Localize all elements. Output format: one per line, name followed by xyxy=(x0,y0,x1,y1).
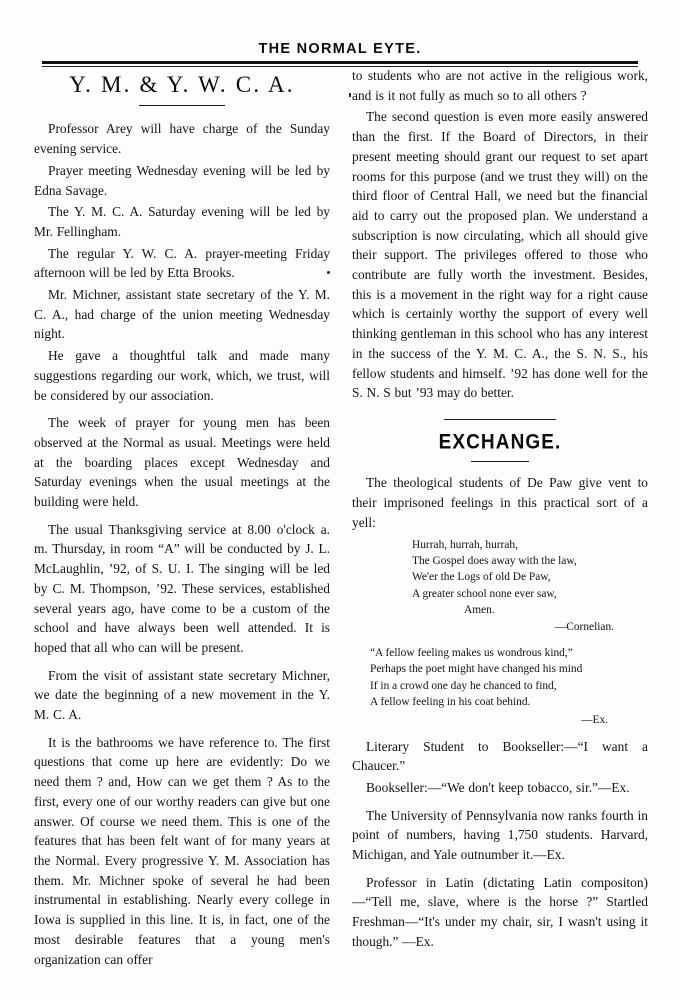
paragraph: From the visit of assistant state secretary Michner, we date the beginning of a new movement in the Y. M. C. A. xyxy=(34,667,330,723)
verse-line: A greater school none ever saw, xyxy=(412,587,557,600)
verse-line: The Gospel does away with the law, xyxy=(412,554,577,567)
exchange-rule-below xyxy=(471,461,529,462)
column-right xyxy=(352,66,648,954)
paragraph: Professor in Latin (dictating Latin compositon)—“Tell me, slave, where is the horse ?” Startled Freshman—“It's under my chair, sir, I wasn't using it though.” —Ex. xyxy=(352,874,648,949)
verse-closing: Amen. xyxy=(464,604,495,617)
section-heading-ymca xyxy=(34,72,330,98)
ink-speck xyxy=(327,271,330,274)
paragraph: The usual Thanksgiving service at 8.00 o'clock a. m. Thursday, in room “A” will be conducted by J. L. McLaughlin, ’92, of S. U. I. The singing will be led by C. M. Thompson, ’92. These services, established several years ago, have come to be a custom of the school and have always been well attended. It is hoped that all who can will be present. xyxy=(34,521,330,655)
verse-line: If in a crowd one day he chanced to find, xyxy=(370,679,557,692)
section-heading-exchange xyxy=(352,431,648,456)
paragraph: Prayer meeting Wednesday evening will be led by Edna Savage. xyxy=(34,162,330,198)
verse-line: A fellow feeling in his coat behind. xyxy=(370,696,531,709)
verse-line: Perhaps the poet might have changed his mind xyxy=(370,663,583,676)
publication-title: THE NORMAL EYTE. xyxy=(258,41,422,57)
paragraph: The second question is even more easily answered than the first. If the Board of Directors, in their present meeting should grant our request to set apart rooms for this purpose (and we trust they will) on the third floor of Central Hall, we need but the financial aid to carry out the proposed plan. We understand a subscription is now circulating, which all should give their support. The privileges offered to those who contribute are fully worth the investment. Besides, this is a movement in the right way for a right cause which is certainly worthy the support of every well thinking gentleman in this school who has any interest in the success of the Y. M. C. A., the S. N. S., his fellow students and himself. ’92 has done well for the S. N. S but ’93 may do better. xyxy=(352,109,648,401)
section-heading-ymca-text: Y. M. & Y. W. C. A. xyxy=(69,72,295,97)
section-heading-exchange-text: EXCHANGE. xyxy=(438,430,562,455)
verse-credit: —Cornelian. xyxy=(554,620,614,633)
column-left xyxy=(34,66,330,971)
paragraph: Mr. Michner, assistant state secretary of the Y. M. C. A., had charge of the union meeting Wednesday night. xyxy=(34,287,330,342)
paragraph: The University of Pennsylvania now ranks fourth in point of numbers, having 1,750 students. Harvard, Michigan, and Yale outnumber it.—Ex. xyxy=(352,807,648,863)
paragraph: The Y. M. C. A. Saturday evening will be led by Mr. Fellingham. xyxy=(34,204,330,239)
verse-line: “A fellow feeling makes us wondrous kind,” xyxy=(370,646,573,659)
paragraph: Bookseller:—“We don't keep tobacco, sir.”—Ex. xyxy=(366,779,630,795)
verse-line: We'er the Logs of old De Paw, xyxy=(412,571,551,584)
verse-block-ex xyxy=(352,645,648,729)
ink-speck xyxy=(349,93,351,97)
verse-block-cornelian xyxy=(352,537,648,636)
running-head xyxy=(42,40,638,58)
paragraph: The week of prayer for young men has been observed at the Normal as usual. Meetings were held at the boarding places except Wednesday and Saturday evenings when the usual meetings at the building were held. xyxy=(34,415,330,510)
paragraph: The theological students of De Paw give vent to their imprisoned feelings in this practical sort of a yell: xyxy=(352,475,648,530)
verse-credit: —Ex. xyxy=(581,713,608,726)
paragraph: The regular Y. W. C. A. prayer-meeting Friday afternoon will be led by Etta Brooks. xyxy=(34,245,330,281)
paragraph: It is the bathrooms we have reference to. The first questions that come up here are evidently: Do we need them ? and, How can we get them ? As to the first, every one of our worthy readers can give but one answer. Of course we need them. This is one of the features that has been felt want of for many years at the Normal. Every progressive Y. M. Association has them. Mr. Michner spoke of several he had been instrumental in establishing. Nearly every college in Iowa is supplied in this line. It is, in fact, one of the most desirable features that a young men's organization can offer xyxy=(34,734,330,967)
verse-line: Hurrah, hurrah, hurrah, xyxy=(412,538,518,551)
masthead-rule-thick xyxy=(42,61,638,64)
heading-rule xyxy=(139,105,225,106)
paragraph: Professor Arey will have charge of the Sunday evening service. xyxy=(34,121,330,157)
paragraph: to students who are not active in the religious work, and is it not fully as much so to all others ? xyxy=(352,68,648,103)
paragraph: He gave a thoughtful talk and made many suggestions regarding our work, which, we trust, will be considered by our association. xyxy=(34,348,330,403)
paragraph: Literary Student to Bookseller:—“I want a Chaucer.” xyxy=(352,738,648,774)
exchange-rule-above xyxy=(444,419,556,420)
